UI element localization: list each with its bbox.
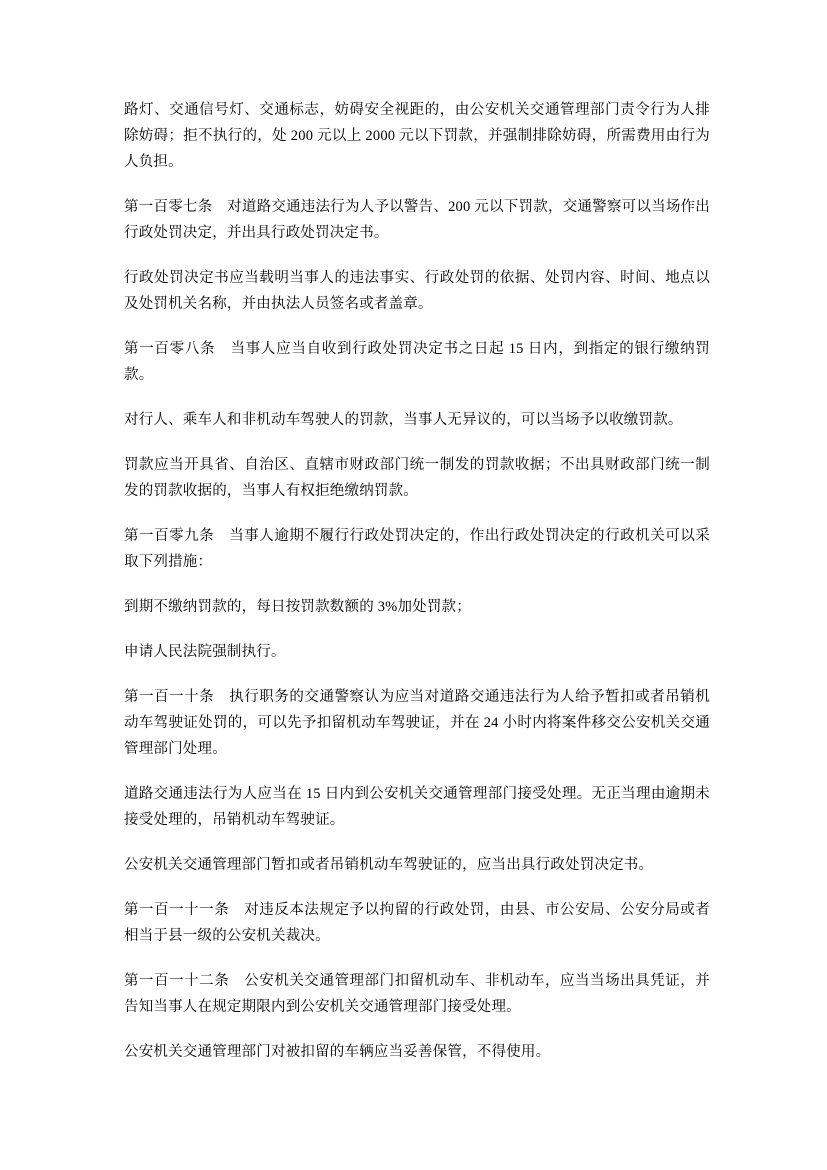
paragraph: 第一百零八条 当事人应当自收到行政处罚决定书之日起 15 日内，到指定的银行缴纳罚款。	[124, 341, 710, 383]
paragraph: 第一百一十二条 公安机关交通管理部门扣留机动车、非机动车，应当当场出具凭证，并告知当事人在规定期限内到公安机关交通管理部门接受处理。	[124, 973, 710, 1015]
paragraph: 到期不缴纳罚款的，每日按罚款数额的 3%加处罚款；	[124, 599, 471, 615]
paragraph: 道路交通违法行为人应当在 15 日内到公安机关交通管理部门接受处理。无正当理由逾期未接受处理的，吊销机动车驾驶证。	[124, 786, 710, 828]
paragraph: 第一百零九条 当事人逾期不履行行政处罚决定的，作出行政处罚决定的行政机关可以采取下列措施：	[124, 528, 710, 570]
paragraph: 公安机关交通管理部门对被扣留的车辆应当妥善保管，不得使用。	[124, 1044, 551, 1060]
paragraph: 公安机关交通管理部门暂扣或者吊销机动车驾驶证的，应当出具行政处罚决定书。	[124, 857, 654, 873]
paragraph: 路灯、交通信号灯、交通标志，妨碍安全视距的，由公安机关交通管理部门责令行为人排除妨碍；拒不执行的，处 200 元以上 2000 元以下罚款，并强制排除妨碍，所需费用由行为人负担。	[124, 102, 710, 170]
document-body	[124, 97, 710, 1065]
paragraph: 行政处罚决定书应当载明当事人的违法事实、行政处罚的依据、处罚内容、时间、地点以及处罚机关名称，并由执法人员签名或者盖章。	[124, 270, 710, 312]
paragraph: 第一百一十条 执行职务的交通警察认为应当对道路交通违法行为人给予暂扣或者吊销机动车驾驶证处罚的，可以先予扣留机动车驾驶证，并在 24 小时内将案件移交公安机关交通管理部门处理。	[124, 689, 710, 757]
paragraph: 第一百一十一条 对违反本法规定予以拘留的行政处罚，由县、市公安局、公安分局或者相当于县一级的公安机关裁决。	[124, 902, 710, 944]
paragraph: 申请人民法院强制执行。	[124, 644, 286, 660]
paragraph: 对行人、乘车人和非机动车驾驶人的罚款，当事人无异议的，可以当场予以收缴罚款。	[124, 412, 683, 428]
paragraph: 罚款应当开具省、自治区、直辖市财政部门统一制发的罚款收据；不出具财政部门统一制发的罚款收据的，当事人有权拒绝缴纳罚款。	[124, 457, 710, 499]
paragraph: 第一百零七条 对道路交通违法行为人予以警告、200 元以下罚款，交通警察可以当场作出行政处罚决定，并出具行政处罚决定书。	[124, 199, 710, 241]
